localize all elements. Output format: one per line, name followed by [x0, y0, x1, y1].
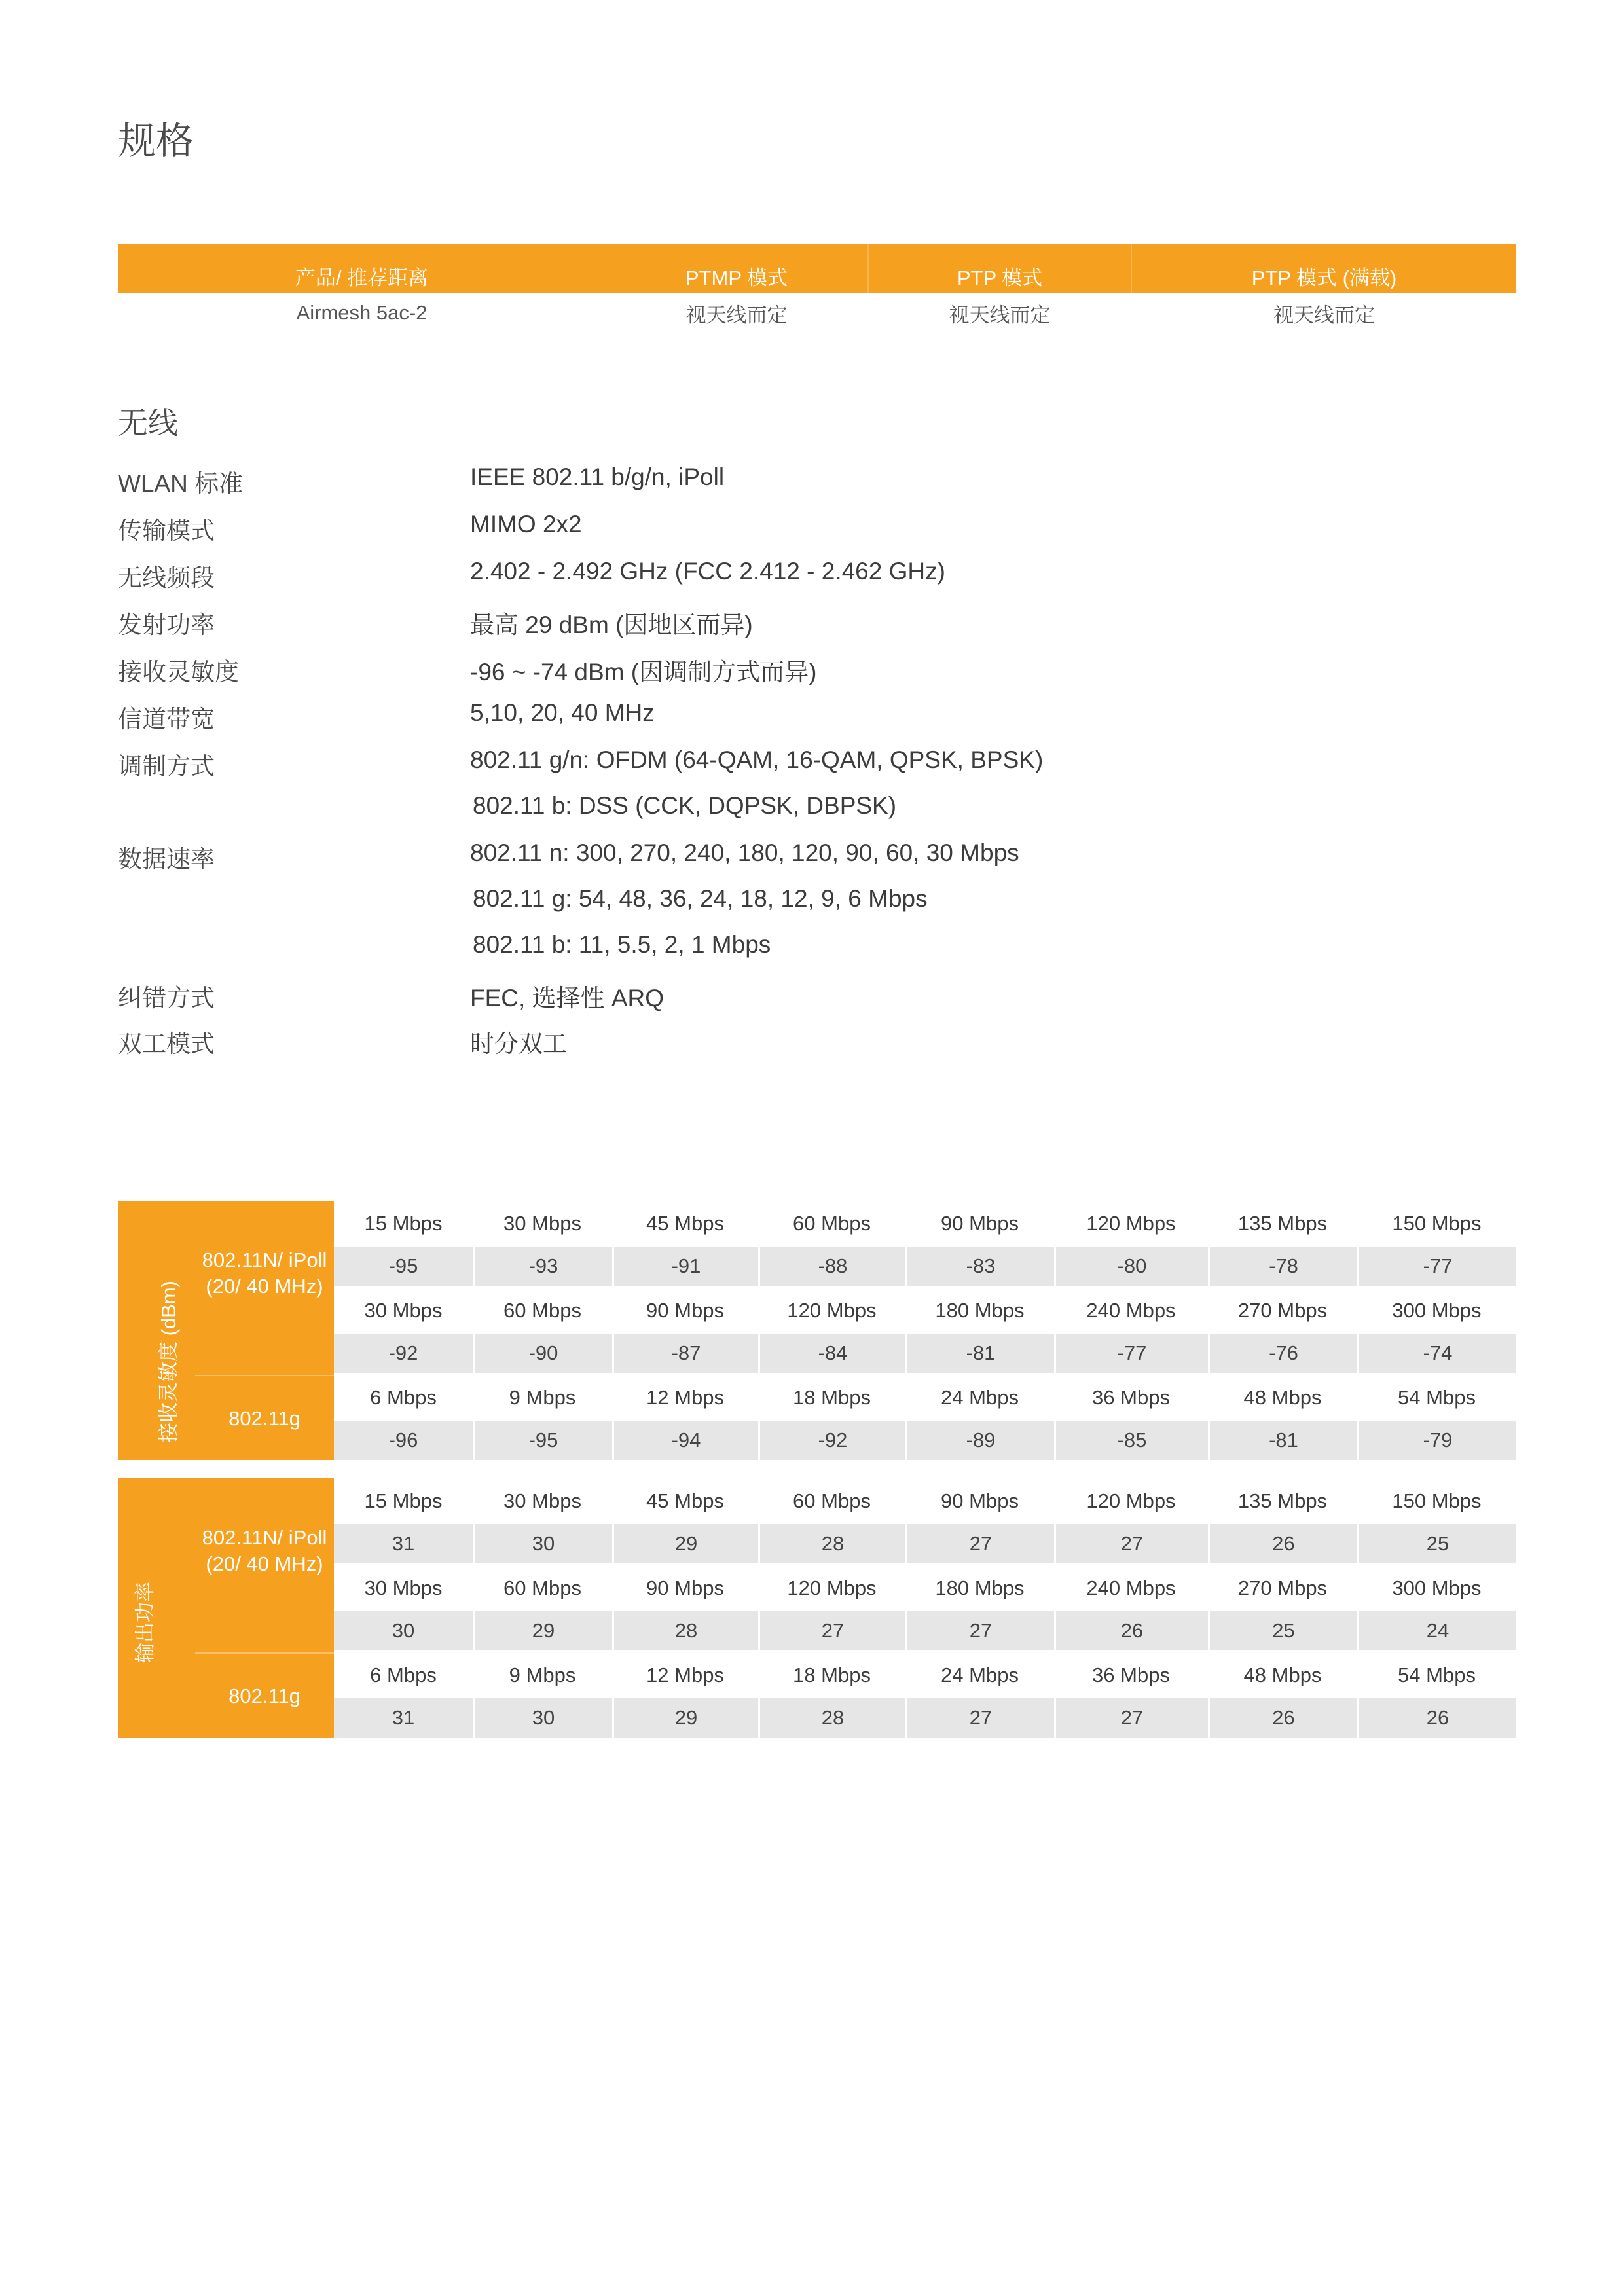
rate-cell: 30 Mbps — [503, 1212, 581, 1235]
table-side-label: 接收灵敏度 (dBm) — [157, 1281, 180, 1443]
value-cell: -94 — [612, 1421, 758, 1460]
value-cell: 28 — [612, 1611, 758, 1650]
section-title-wireless: 无线 — [118, 406, 178, 440]
group-label: 802.11N/ iPoll (20/ 40 MHz) — [202, 1526, 327, 1575]
rate-cell: 180 Mbps — [935, 1299, 1025, 1322]
rate-row — [334, 1375, 1516, 1421]
spec-value: 802.11 n: 300, 270, 240, 180, 120, 90, 60, 30 Mbps — [470, 839, 1019, 866]
table-side-block — [118, 1478, 334, 1738]
rate-cell: 135 Mbps — [1237, 1489, 1328, 1512]
rate-cell: 120 Mbps — [1086, 1489, 1176, 1512]
ptp-value: 视天线而定 — [949, 303, 1051, 327]
value-cell: 27 — [758, 1611, 905, 1650]
spec-label: 纠错方式 — [118, 985, 215, 1011]
spec-value: 802.11 g/n: OFDM (64-QAM, 16-QAM, QPSK, BPSK) — [470, 746, 1044, 773]
rate-cell: 300 Mbps — [1392, 1299, 1482, 1322]
value-cell: 29 — [473, 1611, 612, 1650]
rate-cell: 15 Mbps — [364, 1212, 443, 1235]
rate-cell: 60 Mbps — [503, 1299, 581, 1322]
spec-value: 5,10, 20, 40 MHz — [470, 699, 655, 726]
rate-cell: 270 Mbps — [1237, 1576, 1328, 1599]
rate-row — [334, 1201, 1516, 1247]
value-cell: 27 — [905, 1611, 1054, 1650]
spec-value: MIMO 2x2 — [470, 511, 582, 538]
value-cell: -92 — [388, 1341, 418, 1364]
value-cell: 24 — [1357, 1611, 1516, 1650]
value-cell: 31 — [392, 1706, 415, 1729]
rate-cell: 24 Mbps — [941, 1386, 1019, 1409]
rate-cell: 18 Mbps — [793, 1386, 871, 1409]
value-row — [334, 1247, 1516, 1286]
header-ptp: PTP 模式 — [957, 266, 1043, 289]
rate-cell: 240 Mbps — [1086, 1576, 1176, 1599]
value-cell: -96 — [388, 1429, 418, 1451]
value-cell: -91 — [612, 1247, 758, 1286]
group-divider — [195, 1652, 334, 1654]
spec-label: 信道带宽 — [118, 706, 215, 733]
value-row — [334, 1524, 1516, 1563]
spec-value: 2.402 - 2.492 GHz (FCC 2.412 - 2.462 GHz) — [470, 558, 945, 585]
spec-label: 数据速率 — [118, 846, 215, 873]
value-cell: -74 — [1357, 1334, 1516, 1373]
value-cell: -89 — [905, 1421, 1054, 1460]
rate-row — [334, 1478, 1516, 1524]
rate-cell: 90 Mbps — [646, 1299, 724, 1322]
rate-cell: 36 Mbps — [1092, 1386, 1170, 1409]
group-label: 802.11g — [228, 1406, 301, 1430]
product-name: Airmesh 5ac-2 — [296, 301, 428, 324]
rate-cell: 60 Mbps — [503, 1576, 581, 1599]
value-cell: 26 — [1054, 1611, 1208, 1650]
group-label: 802.11g — [228, 1684, 301, 1707]
spec-label: 双工模式 — [118, 1030, 215, 1057]
ptp-full-value: 视天线而定 — [1273, 303, 1375, 327]
value-cell: -77 — [1357, 1247, 1516, 1286]
header-ptmp: PTMP 模式 — [685, 266, 788, 289]
table-side-block — [118, 1201, 334, 1460]
rate-cell: 48 Mbps — [1243, 1386, 1322, 1409]
group-label: 802.11N/ iPoll (20/ 40 MHz) — [202, 1248, 327, 1298]
value-cell: 29 — [612, 1698, 758, 1738]
value-cell: -93 — [473, 1247, 612, 1286]
rate-cell: 150 Mbps — [1392, 1489, 1482, 1512]
spec-value: 最高 29 dBm (因地区而异) — [470, 611, 753, 638]
value-cell: -95 — [388, 1254, 418, 1277]
rate-cell: 45 Mbps — [646, 1212, 724, 1235]
rate-cell: 180 Mbps — [935, 1576, 1025, 1599]
rate-cell: 270 Mbps — [1237, 1299, 1328, 1322]
rate-cell: 90 Mbps — [646, 1576, 724, 1599]
value-cell: 26 — [1208, 1524, 1357, 1563]
rate-cell: 18 Mbps — [793, 1664, 871, 1686]
product-row — [118, 293, 1516, 333]
rate-cell: 90 Mbps — [941, 1212, 1019, 1235]
page-title: 规格 — [118, 120, 194, 162]
value-cell: 27 — [905, 1698, 1054, 1738]
value-cell: 26 — [1357, 1698, 1516, 1738]
value-cell: -92 — [758, 1421, 905, 1460]
value-row — [334, 1421, 1516, 1460]
rate-cell: 12 Mbps — [646, 1386, 724, 1409]
value-cell: -88 — [758, 1247, 905, 1286]
rate-cell: 30 Mbps — [364, 1576, 443, 1599]
rate-cell: 36 Mbps — [1092, 1664, 1170, 1686]
rate-cell: 12 Mbps — [646, 1664, 724, 1686]
value-cell: -81 — [1208, 1421, 1357, 1460]
rate-cell: 6 Mbps — [370, 1664, 437, 1686]
value-cell: 29 — [612, 1524, 758, 1563]
value-cell: 25 — [1357, 1524, 1516, 1563]
value-row — [334, 1698, 1516, 1738]
rate-cell: 60 Mbps — [793, 1212, 871, 1235]
spec-value: 802.11 g: 54, 48, 36, 24, 18, 12, 9, 6 Mbps — [473, 885, 928, 912]
group-divider — [195, 1375, 334, 1376]
header-ptp-full: PTP 模式 (满载) — [1251, 266, 1397, 289]
spec-value: IEEE 802.11 b/g/n, iPoll — [470, 464, 725, 490]
value-cell: -77 — [1054, 1334, 1208, 1373]
rate-cell: 6 Mbps — [370, 1386, 437, 1409]
value-cell: 25 — [1208, 1611, 1357, 1650]
value-cell: -76 — [1208, 1334, 1357, 1373]
rate-cell: 9 Mbps — [509, 1386, 576, 1409]
value-cell: -84 — [758, 1334, 905, 1373]
value-cell: -87 — [612, 1334, 758, 1373]
value-cell: -83 — [905, 1247, 1054, 1286]
spec-label: 接收灵敏度 — [118, 659, 239, 685]
rate-cell: 150 Mbps — [1392, 1212, 1482, 1235]
rate-row — [334, 1652, 1516, 1698]
rate-cell: 15 Mbps — [364, 1489, 443, 1512]
value-cell: -79 — [1357, 1421, 1516, 1460]
rate-cell: 135 Mbps — [1237, 1212, 1328, 1235]
value-cell: 30 — [473, 1698, 612, 1738]
rate-cell: 30 Mbps — [364, 1299, 443, 1322]
spec-label: 调制方式 — [118, 753, 215, 780]
rate-cell: 120 Mbps — [1086, 1212, 1176, 1235]
rate-cell: 240 Mbps — [1086, 1299, 1176, 1322]
spec-value: FEC, 选择性 ARQ — [470, 985, 665, 1011]
value-cell: 30 — [392, 1619, 415, 1642]
rate-cell: 48 Mbps — [1243, 1664, 1322, 1686]
value-cell: 28 — [758, 1524, 905, 1563]
value-cell: 27 — [1054, 1698, 1208, 1738]
spec-label: 传输模式 — [118, 517, 215, 544]
value-cell: -85 — [1054, 1421, 1208, 1460]
value-cell: 26 — [1208, 1698, 1357, 1738]
rate-cell: 90 Mbps — [941, 1489, 1019, 1512]
value-cell: 27 — [905, 1524, 1054, 1563]
rate-row — [334, 1565, 1516, 1611]
rate-cell: 120 Mbps — [787, 1299, 877, 1322]
value-cell: -78 — [1208, 1247, 1357, 1286]
header-product: 产品/ 推荐距离 — [295, 266, 429, 289]
value-cell: -95 — [473, 1421, 612, 1460]
rate-cell: 9 Mbps — [509, 1664, 576, 1686]
rate-cell: 54 Mbps — [1398, 1386, 1476, 1409]
spec-label: 无线频段 — [118, 564, 215, 591]
rate-cell: 24 Mbps — [941, 1664, 1019, 1686]
ptmp-value: 视天线而定 — [685, 303, 788, 327]
value-cell: 28 — [758, 1698, 905, 1738]
value-cell: -80 — [1054, 1247, 1208, 1286]
rate-cell: 120 Mbps — [787, 1576, 877, 1599]
value-cell: 31 — [392, 1532, 415, 1555]
rate-cell: 54 Mbps — [1398, 1664, 1476, 1686]
rate-cell: 300 Mbps — [1392, 1576, 1482, 1599]
spec-value: 时分双工 — [470, 1030, 567, 1057]
spec-label: WLAN 标准 — [118, 470, 244, 497]
spec-value: 802.11 b: DSS (CCK, DQPSK, DBPSK) — [473, 792, 897, 819]
rate-cell: 60 Mbps — [793, 1489, 871, 1512]
spec-value: 802.11 b: 11, 5.5, 2, 1 Mbps — [473, 931, 771, 958]
value-cell: -81 — [905, 1334, 1054, 1373]
value-row — [334, 1334, 1516, 1373]
spec-label: 发射功率 — [118, 611, 215, 638]
value-row — [334, 1611, 1516, 1650]
rate-row — [334, 1288, 1516, 1334]
value-cell: -90 — [473, 1334, 612, 1373]
table-side-label: 输出功率 — [134, 1582, 156, 1663]
rate-cell: 30 Mbps — [503, 1489, 581, 1512]
product-table-header — [118, 244, 1516, 293]
value-cell: 27 — [1054, 1524, 1208, 1563]
value-cell: 30 — [473, 1524, 612, 1563]
spec-value: -96 ~ -74 dBm (因调制方式而异) — [470, 659, 817, 685]
rate-cell: 45 Mbps — [646, 1489, 724, 1512]
